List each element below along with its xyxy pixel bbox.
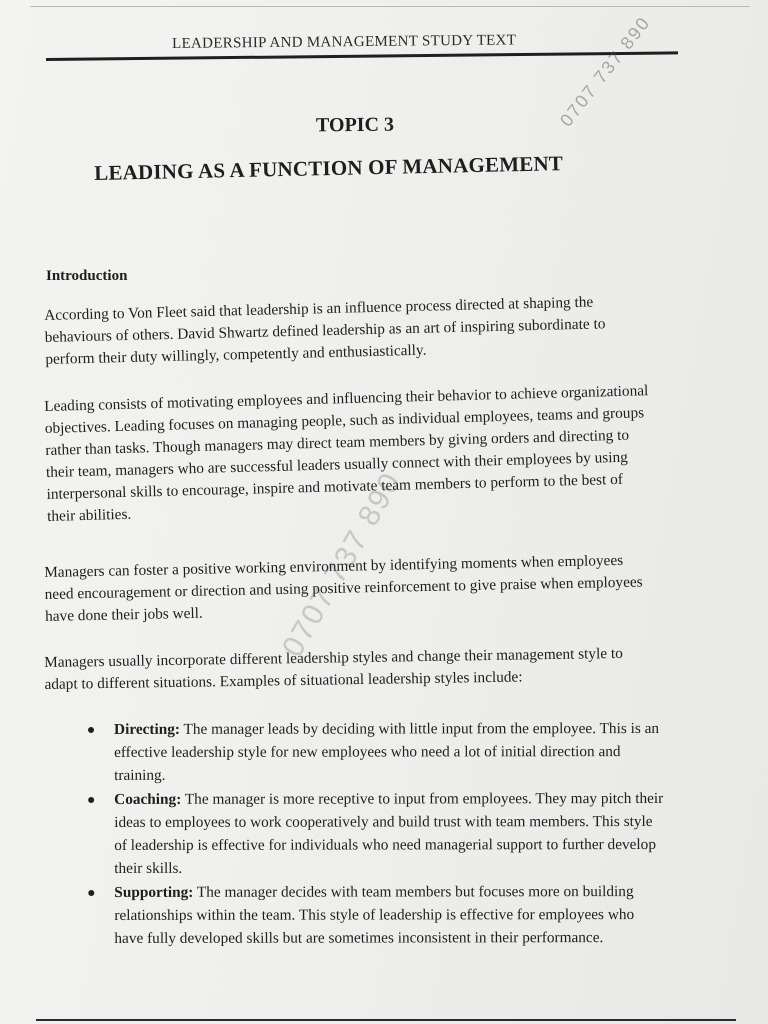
bullet-icon [88,727,94,733]
style-description: The manager is more receptive to input from employees. They may pitch their ideas to employees to work cooperatively and build trust with team members. This style of leadership is effective for individuals who need managerial support to further develop their skills. [114,789,664,877]
paragraph-definition: According to Von Fleet said that leadership is an influence process directed at shaping the behaviours of others. David Shwartz defined leadership as an art of inspiring subordinate to perform their duty willingly, competently and enthusiastically. [44,293,606,368]
paragraph-styles-intro: Managers usually incorporate different leadership styles and change their management style to adapt to different situations. Examples of situational leadership styles include: [44,644,623,693]
page-top-edge [30,6,750,7]
topic-number: TOPIC 3 [315,113,395,137]
style-term: Directing: [114,720,181,738]
running-header: LEADERSHIP AND MANAGEMENT STUDY TEXT [172,32,517,52]
style-description: The manager decides with team members but focuses more on building relationships within the team. This style of leadership is effective for employees who have fully developed skills but are sometimes inconsistent in their performance. [114,883,635,947]
watermark-phone-middle: 0707 737 890 [276,466,409,663]
header-rule [46,51,678,61]
style-term: Supporting: [114,883,194,901]
footer-rule [36,1019,736,1021]
list-item [86,787,666,880]
topic-title: LEADING AS A FUNCTION OF MANAGEMENT [94,151,564,185]
list-item [86,880,666,950]
style-term: Coaching: [114,790,182,808]
leadership-styles-list [86,717,666,951]
style-description: The manager leads by deciding with little input from the employee. This is an effective leadership style for new employees who need a lot of initial direction and training. [114,719,660,784]
bullet-icon [88,890,94,896]
list-item [86,717,666,787]
section-heading-introduction: Introduction [46,268,128,284]
paragraph-leading: Leading consists of motivating employees and influencing their behavior to achieve organizational objectives. Leading focuses on managing people, such as individual employees, teams and groups rather than tasks. Though managers may direct team members by giving orders and directing to their team, managers who are successful leaders usually connect with their employees by using interpersonal skills to encourage, inspire and motivate team members to perform to the best of their abilities. [44,382,649,525]
paragraph-environment: Managers can foster a positive working environment by identifying moments when employees need encouragement or direction and using positive reinforcement to give praise when employees have done their jobs well. [44,551,643,625]
bullet-icon [88,797,94,803]
watermark-phone-top: 0707 737 890 [556,12,655,131]
